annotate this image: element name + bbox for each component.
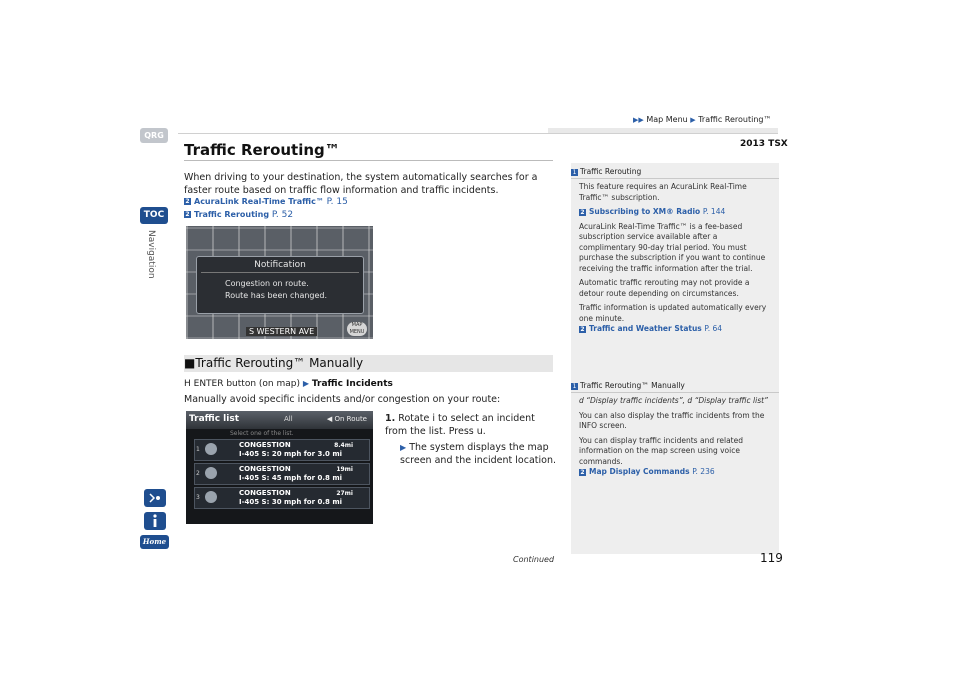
screen-header <box>186 411 373 429</box>
row-detail: I-405 S: 30 mph for 0.8 mi <box>239 498 343 506</box>
list-item <box>194 487 370 509</box>
xref-page: P. 64 <box>704 324 723 333</box>
description-text: Manually avoid specific incidents and/or congestion on your route: <box>184 394 501 405</box>
note-xref-map-display[interactable] <box>579 467 774 478</box>
operation-target: Traffic Incidents <box>311 379 393 389</box>
link-icon: 2 <box>580 325 585 333</box>
note-body <box>579 396 774 482</box>
row-distance: 19mi <box>336 466 353 473</box>
xref-label: Traffic Rerouting <box>194 210 270 219</box>
row-title: CONGESTION <box>239 489 291 497</box>
row-number: 2 <box>196 470 200 477</box>
row-detail: I-405 S: 20 mph for 3.0 mi <box>239 450 343 458</box>
info-icon[interactable] <box>144 512 166 530</box>
header-divider <box>178 133 778 134</box>
screen-subtitle: Select one of the list. <box>230 430 294 437</box>
note-icon: 1 <box>572 382 577 390</box>
map-menu-button: MAP MENU <box>347 322 367 336</box>
row-detail: I-405 S: 45 mph for 0.8 mi <box>239 474 343 482</box>
note-heading <box>571 167 641 176</box>
congestion-icon <box>205 443 217 455</box>
chevron-right-icon: ▶▶ <box>633 116 644 124</box>
xref-label: Map Display Commands <box>589 467 690 476</box>
step-1-result <box>400 441 560 467</box>
note-divider <box>571 392 779 393</box>
dialog-title: Notification <box>254 260 306 270</box>
title-divider <box>184 160 553 161</box>
breadcrumb-item-current: Traffic Rerouting™ <box>698 115 772 124</box>
xref-page: P. 15 <box>326 197 348 207</box>
model-label: 2013 TSX <box>740 139 788 149</box>
xref-label: Subscribing to XM® Radio <box>589 207 701 216</box>
operation-path <box>184 379 393 389</box>
chevron-right-icon: ▶ <box>400 443 407 452</box>
step-1 <box>385 412 555 438</box>
link-icon: 2 <box>580 468 585 476</box>
link-icon: 2 <box>185 211 190 218</box>
note-paragraph: You can also display the traffic incidents from the INFO screen. <box>579 410 765 430</box>
list-item <box>194 463 370 485</box>
link-icon: 2 <box>580 208 585 216</box>
congestion-icon <box>205 467 217 479</box>
operation-prefix: H ENTER button (on map) <box>184 379 300 389</box>
street-name: S WESTERN AVE <box>246 327 317 336</box>
note-paragraph: This feature requires an AcuraLink Real-Time Traffic™ subscription. <box>579 182 747 202</box>
note-heading-text: Traffic Rerouting <box>580 167 642 176</box>
note-paragraph: You can display traffic incidents and related information on the map screen using voice commands. <box>579 435 743 466</box>
xref-label: Traffic and Weather Status <box>589 324 702 333</box>
note-paragraph: Automatic traffic rerouting may not provide a detour route depending on circumstances. <box>579 278 750 298</box>
note-heading-text: Traffic Rerouting™ Manually <box>580 381 685 390</box>
xref-page: P. 236 <box>692 467 715 476</box>
step-text: Rotate i to select an incident from the list. Press u. <box>385 413 535 437</box>
route-label: ◀ On Route <box>326 415 367 423</box>
row-number: 3 <box>196 494 200 501</box>
row-title: CONGESTION <box>239 441 291 449</box>
note-divider <box>571 178 779 179</box>
note-body <box>579 182 774 339</box>
breadcrumb <box>633 115 772 124</box>
step-number: 1. <box>385 413 396 424</box>
row-title: CONGESTION <box>239 465 291 473</box>
note-xref-subscribing[interactable] <box>579 207 774 218</box>
notification-dialog <box>196 256 364 314</box>
congestion-icon <box>205 491 217 503</box>
dialog-message <box>225 278 327 302</box>
xref-label: AcuraLink Real-Time Traffic™ <box>194 197 324 206</box>
toc-button[interactable]: TOC <box>140 207 168 224</box>
chevron-right-icon: ▶ <box>690 116 696 124</box>
voice-command-text: d “Display traffic incidents”, d “Display traffic list” <box>579 396 768 405</box>
voice-command-icon[interactable] <box>144 489 166 507</box>
row-number: 1 <box>196 446 200 453</box>
note-xref-traffic-weather[interactable] <box>579 324 774 335</box>
home-button[interactable]: Home <box>140 535 169 549</box>
xref-page: P. 52 <box>271 210 294 220</box>
filter-label: All <box>284 415 293 423</box>
qrg-button[interactable]: QRG <box>140 128 168 143</box>
screen-title: Traffic list <box>189 414 239 424</box>
dialog-divider <box>201 272 359 273</box>
link-icon: 2 <box>185 198 190 205</box>
note-paragraph: AcuraLink Real-Time Traffic™ is a fee-based subscription service available after a complimentary 90-day trial period. You must purchase the subscription if you want to continue receiving the traffic information after the trial. <box>579 221 766 273</box>
continued-label: Continued <box>513 555 555 564</box>
traffic-list-screenshot <box>186 411 373 524</box>
breadcrumb-item-map-menu[interactable]: Map Menu <box>646 115 688 124</box>
intro-text: When driving to your destination, the system automatically searches for a faster route based on traffic flow information and traffic incidents. <box>184 172 538 196</box>
dialog-line: Route has been changed. <box>225 291 328 300</box>
section-heading: ■Traffic Rerouting™ Manually <box>184 356 364 370</box>
note-paragraph: Traffic information is updated automatically every one minute. <box>579 303 767 323</box>
list-item <box>194 439 370 461</box>
notification-screenshot <box>186 226 373 339</box>
dialog-line: Congestion on route. <box>225 279 309 288</box>
step-result-text: The system displays the map screen and the incident location. <box>400 442 556 466</box>
page-number: 119 <box>760 551 783 565</box>
chevron-right-icon: ▶ <box>302 379 310 388</box>
xref-acuralink[interactable] <box>184 197 348 207</box>
section-label: Navigation <box>146 230 156 279</box>
row-distance: 8.4mi <box>334 442 353 449</box>
row-distance: 27mi <box>336 490 353 497</box>
xref-traffic-rerouting[interactable] <box>184 210 293 220</box>
note-heading <box>571 381 685 390</box>
note-icon: 1 <box>572 168 577 176</box>
xref-page: P. 144 <box>702 207 726 216</box>
page-title: Traffic Rerouting™ <box>184 141 340 159</box>
